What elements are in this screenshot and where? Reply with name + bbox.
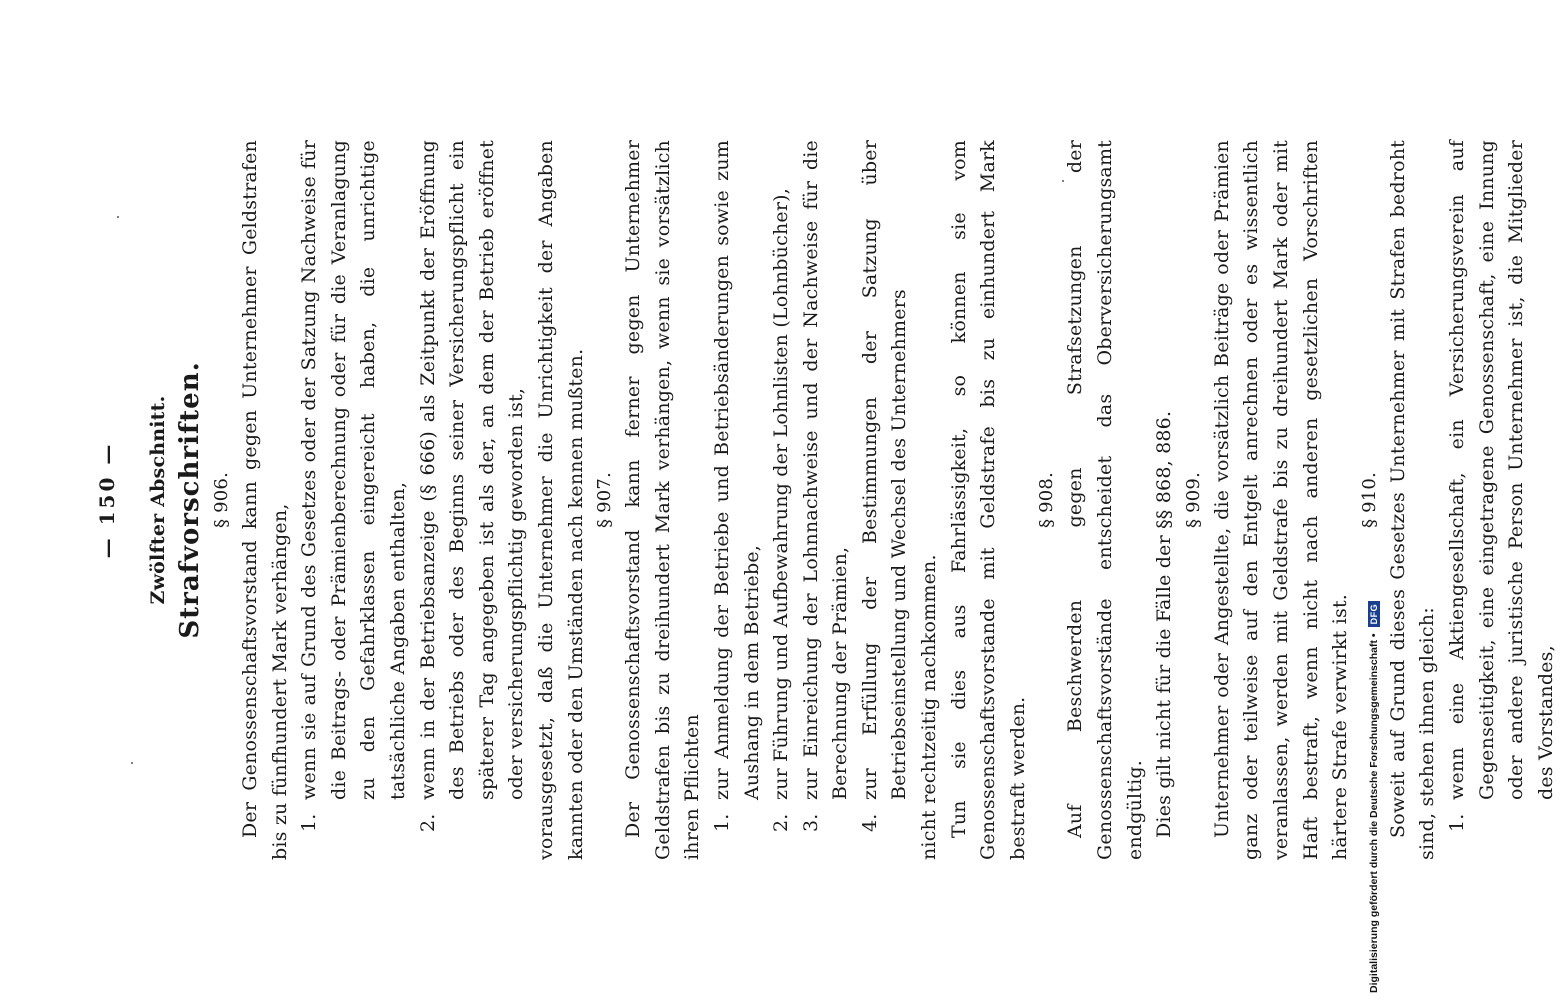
item-number: 4. [858, 813, 881, 832]
item-text: zur Einreichung der Lohnnachweise und der Nachweise für die Berechnung der Prämien, [799, 140, 852, 800]
section-909-paragraph-1: Unternehmer oder Angestellte, die vorsätzlich Beiträge oder Prämien ganz oder teilweise auf den Entgelt anrechnen oder es wissentlich veranlassen, werden mit Geldstrafe bis zu dreihundert Mark oder mit Haft bestraft, wenn nicht nach anderen gesetzlichen Vorschriften härtere Strafe verwirkt ist. [1210, 140, 1352, 860]
chapter-heading: Zwölfter Abschnitt. [147, 395, 169, 605]
section-907-item-4 [856, 140, 915, 860]
section-907-item-3 [797, 140, 856, 860]
page-body [92, 140, 1561, 860]
item-text: zur Erfüllung der Bestimmungen der Satzung über Betriebseinstellung und Wechsel des Unternehmers [858, 140, 911, 800]
section-906-closing: vorausgesetzt, daß die Unternehmer die Unrichtigkeit der Angaben kannten oder den Umständen nach kennen mußten. [534, 140, 587, 860]
item-text: zur Anmeldung der Betriebe und Betriebsänderungen sowie zum Aushang in dem Betriebe, [710, 140, 763, 800]
scan-speck [131, 762, 133, 764]
section-908-heading: § 908. [1036, 472, 1058, 528]
item-number: 2. [770, 813, 793, 832]
item-number: 1. [298, 813, 321, 832]
item-number: 2. [416, 813, 439, 832]
section-907-intro: Der Genossenschaftsvorstand kann ferner gegen Unternehmer Geldstrafen bis zu dreihundert Mark verhängen, wenn sie vorsätzlich ihren Pflichten [622, 140, 704, 860]
section-906-intro: Der Genossenschaftsvorstand kann gegen Unternehmer Geldstrafen bis zu fünfhundert Mark verhängen, [239, 140, 291, 860]
section-907-item-1 [708, 140, 767, 860]
credit-text: Digitalisierung gefördert durch die Deutsche Forschungsgemeinschaft • [1368, 633, 1380, 993]
item-text: zur Führung und Aufbewahrung der Lohnlisten (Lohnbücher), [770, 188, 793, 800]
item-text: wenn eine Aktiengesellschaft, ein Versicherungsverein auf Gegenseitigkeit, eine eingetragene Genossenschaft, eine Innung oder andere juristische Person Unternehmer ist, die Mitglieder des Vorstandes, [1445, 140, 1557, 800]
item-number: 1. [710, 813, 733, 832]
section-906-item-2 [414, 140, 532, 860]
item-text: wenn sie auf Grund des Gesetzes oder der Satzung Nachweise für die Beitrags- oder Prämienberechnung oder für die Veranlagung zu den Gefahrklassen eingereicht haben, die unrichtige tatsächliche Angaben enthalten, [298, 140, 409, 800]
item-number: 3. [799, 813, 822, 832]
section-907-closing: nicht rechtzeitig nachkommen. [918, 554, 941, 860]
section-908-paragraph-2: Dies gilt nicht für die Fälle der §§ 868, 886. [1153, 410, 1176, 838]
section-910-item-1 [1443, 140, 1561, 860]
section-909-heading: § 909. [1182, 472, 1204, 528]
scan-speck [117, 216, 119, 218]
chapter-title: Strafvorschriften. [175, 361, 205, 639]
section-906-heading: § 906. [211, 472, 232, 528]
section-907-item-2 [767, 140, 797, 860]
item-number: 1. [1445, 813, 1468, 832]
section-908-paragraph-1: Auf Beschwerden gegen Strafsetzungen der Genossenschaftsvorstände entscheidet das Oberversicherungsamt endgültig. [1064, 140, 1146, 860]
scan-speck [1062, 180, 1064, 182]
dfg-logo: DFG [1368, 601, 1380, 628]
digitization-credit [1366, 8, 1382, 993]
section-906-item-1 [295, 140, 413, 860]
page-header: — 150 — [95, 441, 119, 559]
section-910-intro: Soweit auf Grund dieses Gesetzes Unternehmer mit Strafen bedroht sind, stehen ihnen gleich: [1386, 140, 1439, 860]
item-text: wenn in der Betriebsanzeige (§ 666) als Zeitpunkt der Eröffnung des Betriebs oder des Beginns seiner Versicherungspflicht ein späterer Tag angegeben ist als der, an dem der Betrieb eröffnet oder versicherungspflichtig geworden ist, [416, 140, 528, 800]
section-907-paragraph-2: Tun sie dies aus Fahrlässigkeit, so können sie vom Genossenschaftsvorstande mit Geldstrafe bis zu einhundert Mark bestraft werden. [947, 140, 1029, 860]
section-907-heading: § 907. [594, 472, 616, 528]
section-910-heading: § 910. [1358, 472, 1380, 528]
